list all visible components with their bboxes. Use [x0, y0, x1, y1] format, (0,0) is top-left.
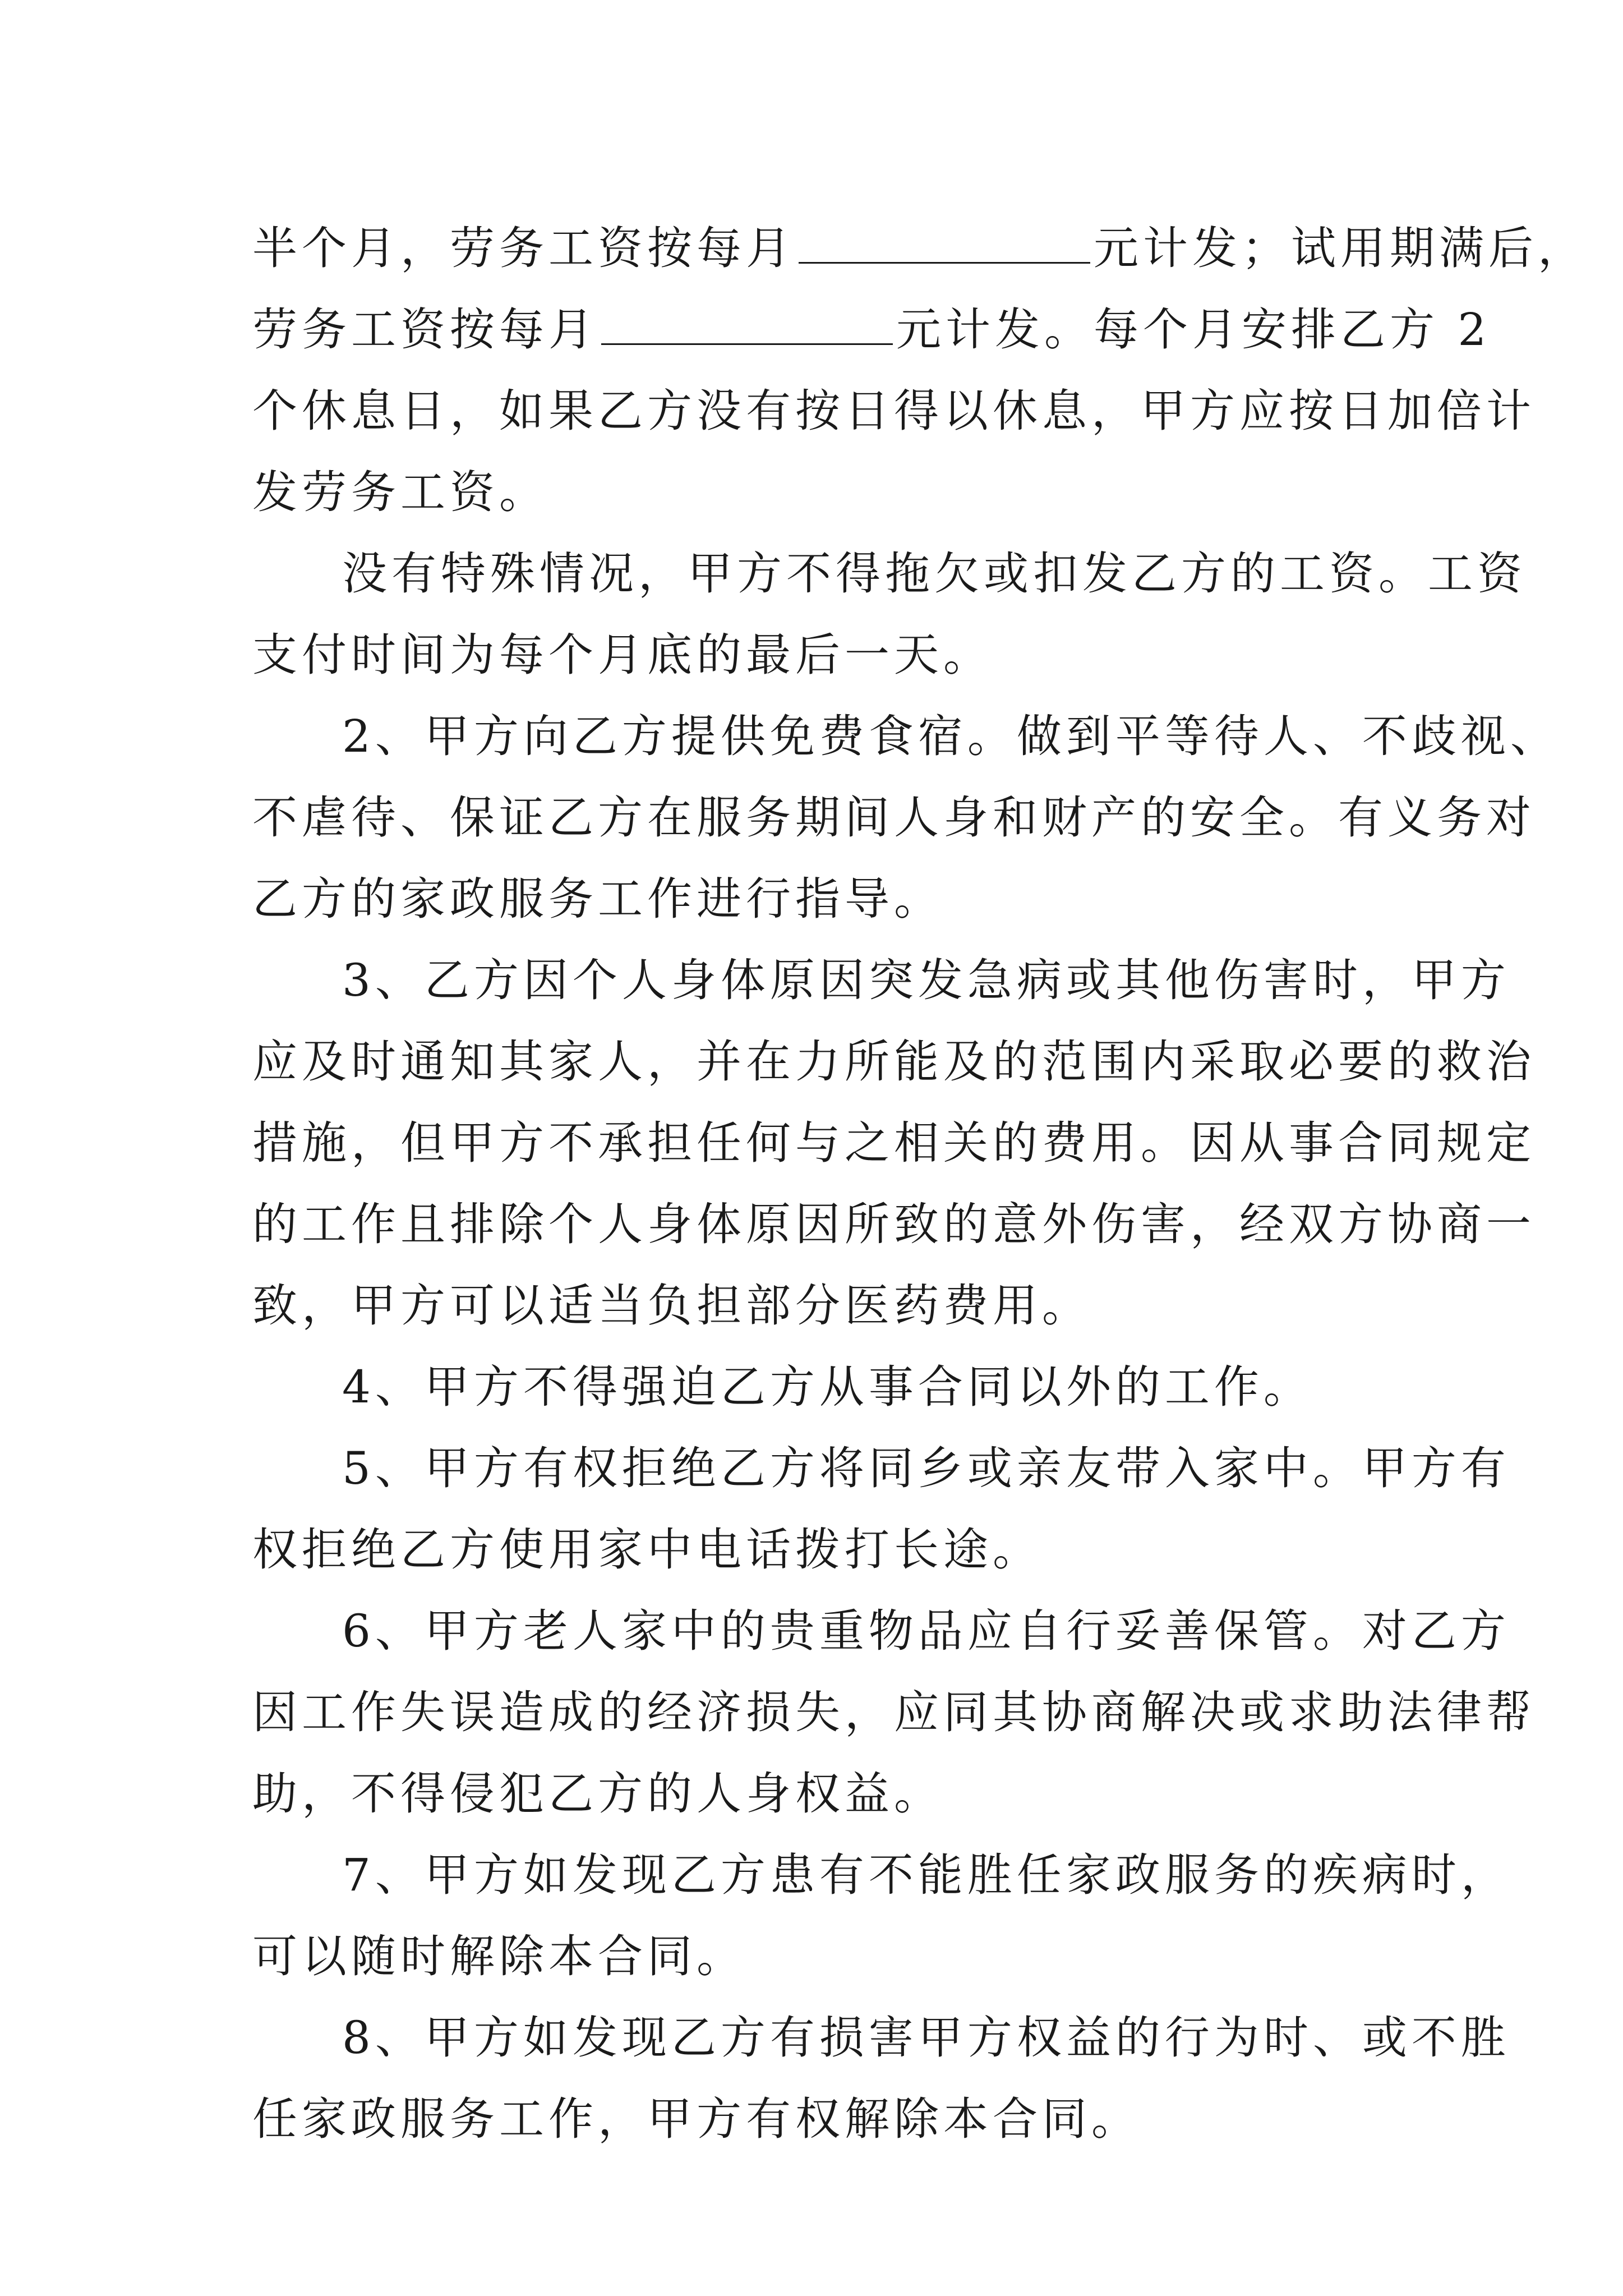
text-line: 4、甲方不得强迫乙方从事合同以外的工作。 — [342, 1361, 1313, 1413]
text-line: 致，甲方可以适当负担部分医药费用。 — [252, 1280, 1091, 1332]
blank-underline — [601, 304, 893, 345]
paragraph-item-8 — [252, 1997, 1510, 2160]
text-line: 应及时通知其家人，并在力所能及的范围内采取必要的救治 — [252, 1036, 1536, 1088]
text-line — [252, 208, 1587, 289]
text-segment: 元计发。每个月安排乙方 2 — [896, 303, 1491, 356]
text-line: 8、甲方如发现乙方有损害甲方权益的行为时、或不胜 — [342, 2012, 1510, 2064]
text-line: 支付时间为每个月底的最后一天。 — [252, 629, 993, 681]
text-line: 6、甲方老人家中的贵重物品应自行妥善保管。对乙方 — [342, 1605, 1510, 1657]
paragraph-item-7 — [252, 1834, 1510, 1997]
text-line: 7、甲方如发现乙方患有不能胜任家政服务的疾病时， — [342, 1849, 1510, 1901]
text-line: 个休息日，如果乙方没有按日得以休息，甲方应按日加倍计 — [252, 385, 1536, 437]
paragraph-wage-payment — [252, 533, 1527, 696]
text-line: 的工作且排除个人身体原因所致的意外伤害，经双方协商一 — [252, 1198, 1536, 1250]
text-line: 5、甲方有权拒绝乙方将同乡或亲友带入家中。甲方有 — [342, 1442, 1510, 1494]
document-body — [252, 208, 1587, 2160]
text-line: 助，不得侵犯乙方的人身权益。 — [252, 1768, 943, 1820]
text-line: 不虐待、保证乙方在服务期间人身和财产的安全。有义务对 — [252, 792, 1536, 844]
text-line: 任家政服务工作，甲方有权解除本合同。 — [252, 2093, 1141, 2145]
paragraph-item-4 — [252, 1346, 1394, 1428]
paragraph-item-3 — [252, 940, 1536, 1346]
text-line: 2、甲方向乙方提供免费食宿。做到平等待人、不歧视、 — [342, 710, 1560, 762]
paragraph-item-6 — [252, 1590, 1536, 1834]
text-line: 可以随时解除本合同。 — [252, 1930, 746, 1982]
text-line: 乙方的家政服务工作进行指导。 — [252, 873, 943, 925]
text-line — [252, 289, 1491, 370]
paragraph-item-5 — [252, 1428, 1510, 1590]
text-segment: 元计发；试用期满后， — [1094, 222, 1587, 274]
paragraph-item-2 — [252, 696, 1560, 940]
text-line: 没有特殊情况，甲方不得拖欠或扣发乙方的工资。工资 — [342, 547, 1527, 600]
text-line: 权拒绝乙方使用家中电话拨打长途。 — [252, 1524, 1042, 1576]
text-segment: 半个月，劳务工资按每月 — [252, 222, 795, 274]
text-line: 措施，但甲方不承担任何与之相关的费用。因从事合同规定 — [252, 1117, 1536, 1169]
text-line: 发劳务工资。 — [252, 466, 548, 518]
blank-underline — [799, 223, 1090, 264]
text-line: 3、乙方因个人身体原因突发急病或其他伤害时，甲方 — [342, 954, 1510, 1006]
text-segment: 劳务工资按每月 — [252, 303, 598, 356]
paragraph-wage-terms — [252, 208, 1587, 533]
text-line: 因工作失误造成的经济损失，应同其协商解决或求助法律帮 — [252, 1686, 1536, 1738]
